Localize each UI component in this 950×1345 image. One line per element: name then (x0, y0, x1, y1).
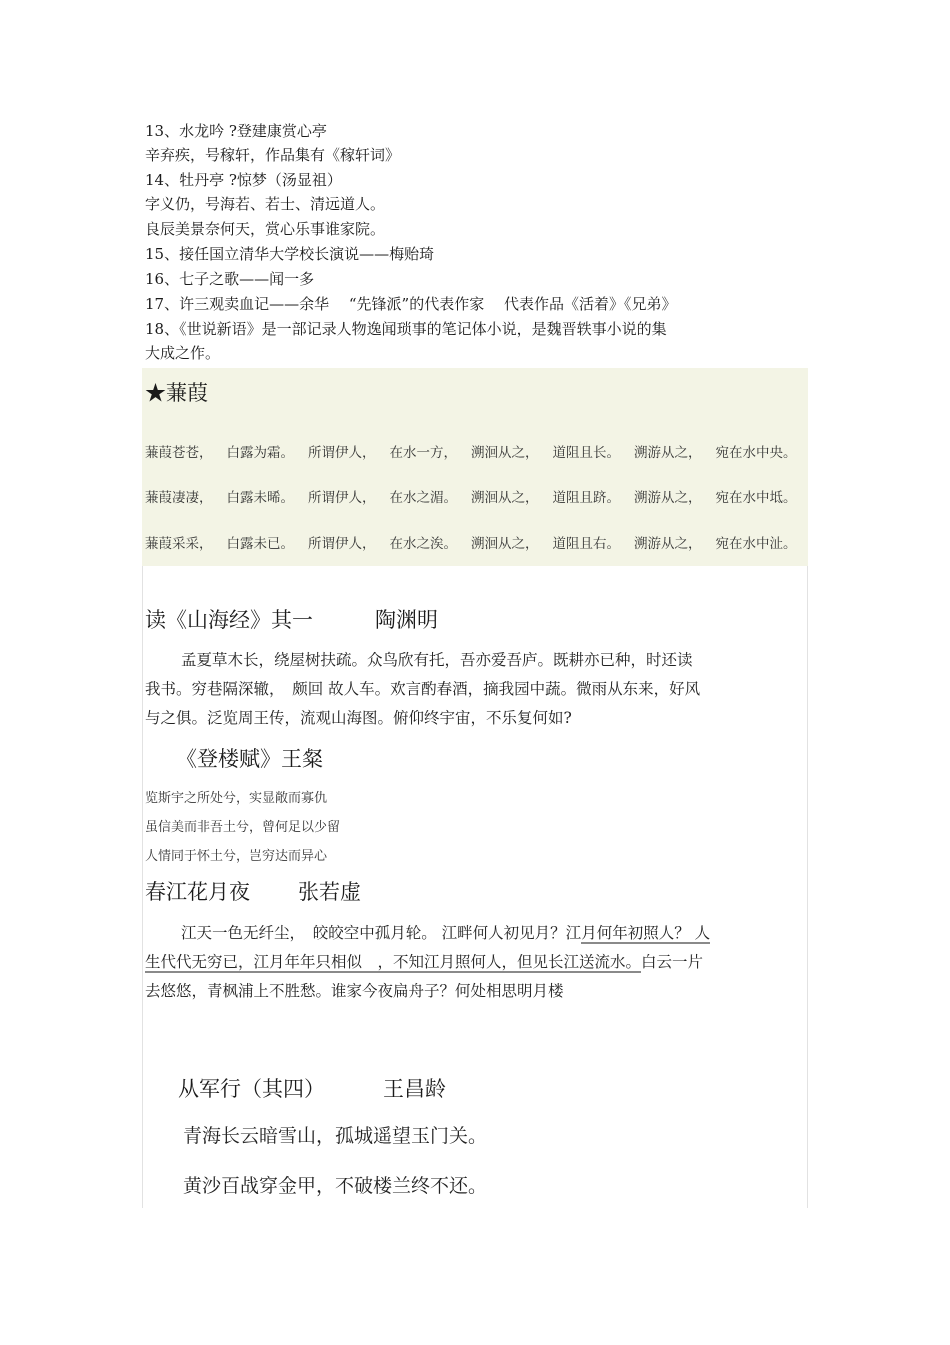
jianjia-stanza-2 (145, 486, 805, 506)
congjun-title: 从军行（其四） (178, 1077, 325, 1101)
note-line: 大成之作。 (145, 344, 221, 362)
jianjia-title: ★蒹葭 (145, 381, 208, 405)
shanhai-line: 与之俱。泛览周王传，流观山海图。俯仰终宇宙，不乐复何如? (145, 709, 572, 727)
verse-phrase: 所谓伊人， (308, 536, 376, 552)
note-line: 15、接任国立清华大学校长演说——梅贻琦 (145, 245, 435, 263)
verse-phrase: 蒹葭采采， (145, 536, 213, 552)
verse-phrase: 在水一方， (389, 445, 457, 461)
verse-phrase: 溯洄从之， (471, 536, 539, 552)
verse-phrase: 白露为霜。 (226, 445, 294, 461)
congjun-line: 青海长云暗雪山，孤城遥望玉门关。 (183, 1125, 488, 1147)
note-line: 16、七子之歌——闻一多 (145, 270, 315, 288)
verse-phrase: 所谓伊人， (308, 490, 376, 506)
frame-right-line (807, 566, 808, 1208)
congjun-line: 黄沙百战穿金甲，不破楼兰终不还。 (183, 1175, 488, 1197)
verse-phrase: 溯洄从之， (471, 445, 539, 461)
denglou-title: 《登楼赋》王粲 (176, 747, 323, 771)
verse-phrase: 溯游从之， (634, 445, 702, 461)
jianjia-stanza-1 (145, 441, 805, 461)
shanhai-line: 孟夏草木长，绕屋树扶疏。众鸟欣有托，吾亦爱吾庐。既耕亦已种，时还读 (181, 651, 693, 669)
verse-phrase: 道阻且跻。 (552, 490, 620, 506)
jianjia-stanza-3 (145, 532, 805, 552)
chunjiang-line-2 (145, 948, 703, 976)
verse-phrase: 白露未晞。 (226, 490, 294, 506)
verse-phrase: 蒹葭凄凄， (145, 490, 213, 506)
verse-phrase: 在水之涘。 (389, 536, 457, 552)
chunjiang-line-1 (181, 919, 710, 947)
verse-phrase: 宛在水中央。 (715, 445, 797, 461)
note-line: 18、《世说新语》是一部记录人物逸闻琐事的笔记体小说，是魏晋轶事小说的集 (145, 320, 667, 338)
note-line: 13、水龙吟 ?登建康赏心亭 (145, 122, 327, 140)
shanhai-title: 读《山海经》其一 (145, 608, 313, 632)
verse-phrase: 白露未已。 (226, 536, 294, 552)
note-line: 14、牡丹亭 ?惊梦（汤显祖） (145, 171, 342, 189)
denglou-line: 虽信美而非吾土兮，曾何足以少留 (145, 820, 341, 835)
verse-phrase: 溯洄从之， (471, 490, 539, 506)
note-line: 辛弃疾，号稼轩，作品集有《稼轩词》 (145, 146, 401, 164)
verse-phrase: 宛在水中坻。 (715, 490, 797, 506)
verse-phrase: 道阻且右。 (552, 536, 620, 552)
congjun-author: 王昌龄 (383, 1077, 446, 1101)
verse-phrase: 道阻且长。 (552, 445, 620, 461)
chunjiang-author: 张若虚 (298, 880, 361, 904)
note-line: 17、许三观卖血记——余华 “先锋派”的代表作家 代表作品《活着》《兄弟》 (145, 295, 677, 313)
verse-phrase: 所谓伊人， (308, 445, 376, 461)
verse-phrase: 溯游从之， (634, 536, 702, 552)
underlined-text: 不知江月照何人，但见长江送流水。 (393, 953, 642, 971)
shanhai-author: 陶渊明 (375, 608, 438, 632)
frame-left-line (142, 566, 143, 1208)
denglou-line: 人情同于怀土兮，岂穷达而异心 (145, 849, 328, 864)
denglou-line: 览斯宇之所处兮，实显敞而寡仇 (145, 791, 328, 806)
chunjiang-title: 春江花月夜 (145, 880, 250, 904)
note-line: 良辰美景奈何天，赏心乐事谁家院。 (145, 220, 386, 238)
underlined-text: 生代代无穷已，江月年年只相似 ， (145, 953, 394, 971)
chunjiang-text: 江天一色无纤尘， 皎皎空中孤月轮。 江畔何人初见月？江 (181, 924, 582, 942)
underlined-text: 月何年初照人？ 人 (581, 924, 711, 942)
verse-phrase: 溯游从之， (634, 490, 702, 506)
note-line: 字义仍，号海若、若士、清远道人。 (145, 195, 386, 213)
verse-phrase: 蒹葭苍苍， (145, 445, 213, 461)
verse-phrase: 在水之湄。 (389, 490, 457, 506)
chunjiang-text: 白云一片 (641, 953, 704, 971)
shanhai-line: 我书。穷巷隔深辙， 颇回 故人车。欢言酌春酒，摘我园中蔬。微雨从东来，好风 (145, 680, 701, 698)
chunjiang-line-3: 去悠悠，青枫浦上不胜愁。谁家今夜扁舟子？何处相思明月楼 (145, 982, 564, 1000)
verse-phrase: 宛在水中沚。 (715, 536, 797, 552)
